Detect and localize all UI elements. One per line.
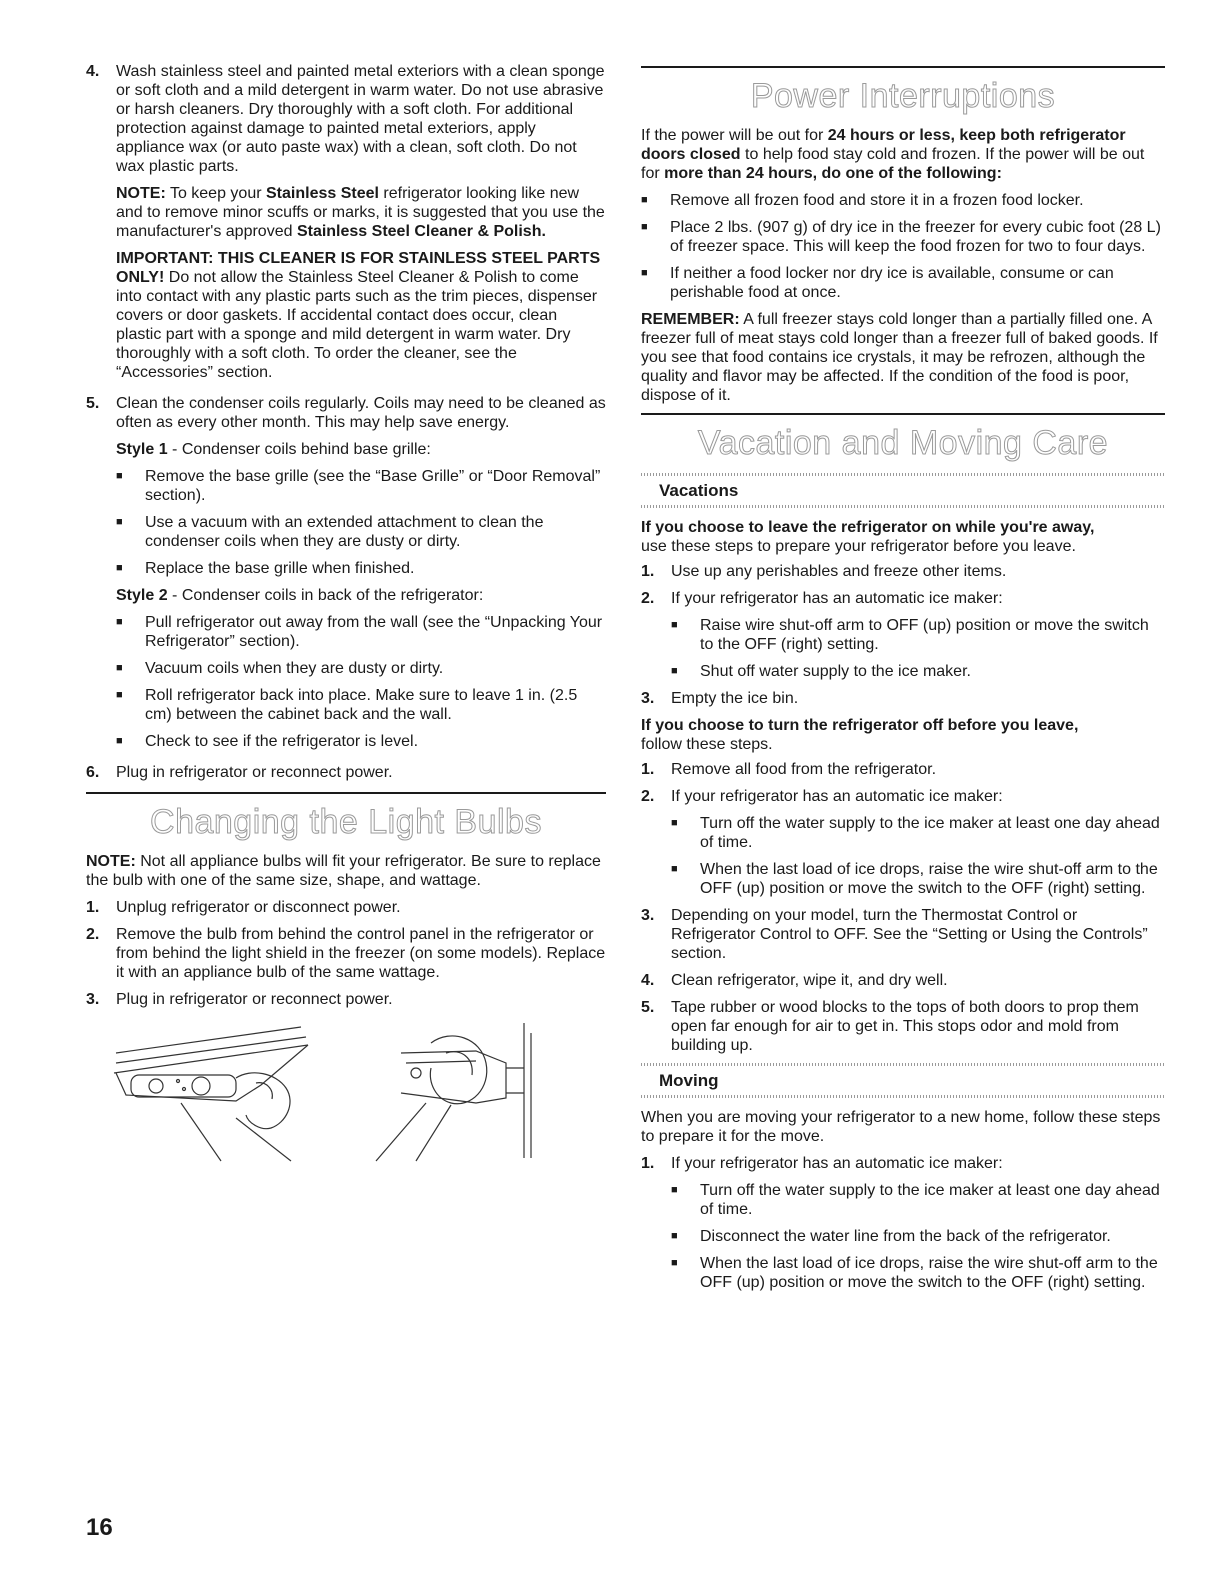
section-divider	[641, 413, 1165, 415]
section-divider	[86, 792, 606, 794]
section-heading-light-bulbs: Changing the Light Bulbs	[150, 803, 542, 841]
bullet-icon: ■	[671, 863, 678, 875]
list-item: ■ Remove the base grille (see the “Base Grille” or “Door Removal” section).	[116, 468, 601, 504]
bullet-icon: ■	[116, 616, 123, 628]
bullet-icon: ■	[671, 665, 678, 677]
bullet-icon: ■	[671, 1257, 678, 1269]
list-item: ■ Disconnect the water line from the back of the refrigerator.	[671, 1228, 1111, 1245]
step-4: 4. Clean refrigerator, wipe it, and dry well.	[641, 972, 948, 989]
vacation-on-intro: If you choose to leave the refrigerator on while you're away, use these steps to prepare your refrigerator before you leave.	[641, 519, 1095, 555]
list-item: ■ Turn off the water supply to the ice maker at least one day ahead of time.	[671, 815, 1160, 851]
list-item: ■ Turn off the water supply to the ice maker at least one day ahead of time.	[671, 1182, 1160, 1218]
list-item: ■ Pull refrigerator out away from the wall (see the “Unpacking Your Refrigerator” section).	[116, 614, 603, 650]
step-3: 3. Depending on your model, turn the Thermostat Control or Refrigerator Control to OFF. See the “Setting or Using the Controls” section.	[641, 907, 1148, 962]
note-paragraph: NOTE: To keep your Stainless Steel refrigerator looking like new and to remove minor scuffs or marks, it is suggested that you use the manufacturer's approved Stainless Steel Cleaner & Polish.	[116, 185, 605, 240]
style-1-label: Style 1 - Condenser coils behind base grille:	[116, 441, 431, 458]
step-2: 2. If your refrigerator has an automatic ice maker:	[641, 590, 1003, 607]
moving-intro: When you are moving your refrigerator to a new home, follow these steps to prepare it for the move.	[641, 1109, 1161, 1145]
list-item: ■ Raise wire shut-off arm to OFF (up) position or move the switch to the OFF (right) setting.	[671, 617, 1149, 653]
step-1: 1. Remove all food from the refrigerator.	[641, 761, 937, 778]
list-item: ■ Check to see if the refrigerator is level.	[116, 733, 419, 750]
list-item: ■ When the last load of ice drops, raise the wire shut-off arm to the OFF (up) position or move the switch to the OFF (right) setting.	[671, 1255, 1158, 1291]
bullet-icon: ■	[116, 562, 123, 574]
list-item: ■ If neither a food locker nor dry ice is available, consume or can perishable food at once.	[641, 265, 1114, 301]
bullet-icon: ■	[671, 619, 678, 631]
bullet-icon: ■	[116, 516, 123, 528]
list-item: ■ Place 2 lbs. (907 g) of dry ice in the freezer for every cubic foot (28 L) of freezer space. This will keep the food frozen for two to four days.	[641, 219, 1161, 255]
bullet-icon: ■	[671, 817, 678, 829]
step-1: 1. Unplug refrigerator or disconnect power.	[86, 899, 401, 916]
step-5: 5. Tape rubber or wood blocks to the tops of both doors to prop them open far enough for air to get in. This stops odor and mold from building up.	[641, 999, 1139, 1054]
step-5	[86, 394, 606, 755]
right-column	[641, 66, 1165, 1300]
subheading-moving: Moving	[641, 1063, 1165, 1098]
list-item: ■ Vacuum coils when they are dusty or dirty.	[116, 660, 444, 677]
bullet-icon: ■	[671, 1184, 678, 1196]
list-item: ■ Remove all frozen food and store it in a frozen food locker.	[641, 192, 1084, 209]
step-3: 3. Plug in refrigerator or reconnect power.	[86, 991, 393, 1008]
note-paragraph: NOTE: Not all appliance bulbs will fit your refrigerator. Be sure to replace the bulb with one of the same size, shape, and wattage.	[86, 853, 601, 889]
list-item: ■ When the last load of ice drops, raise the wire shut-off arm to the OFF (up) position or move the switch to the OFF (right) setting.	[671, 861, 1158, 897]
control-panel-bulb-illustration	[86, 1023, 326, 1163]
freezer-bulb-illustration	[356, 1023, 576, 1163]
remember-paragraph: REMEMBER: A full freezer stays cold longer than a partially filled one. A freezer full of meat stays cold longer than a freezer full of baked goods. If you see that food contains ice crystals, it may be refrozen, although the quality and flavor may be affected. If the condition of the food is poor, dispose of it.	[641, 311, 1158, 404]
bullet-icon: ■	[641, 267, 648, 279]
bullet-icon: ■	[116, 470, 123, 482]
step-number: 6.	[86, 764, 100, 781]
section-heading-vacation-moving: Vacation and Moving Care	[697, 424, 1109, 462]
step-1: 1. Use up any perishables and freeze other items.	[641, 563, 1007, 580]
step-2: 2. Remove the bulb from behind the control panel in the refrigerator or from behind the light shield in the freezer (on some models). Replace it with an appliance bulb of the same wattage.	[86, 926, 606, 981]
step-4	[86, 62, 606, 386]
bulb-illustrations	[86, 1023, 606, 1163]
bullet-icon: ■	[116, 689, 123, 701]
bullet-icon: ■	[671, 1230, 678, 1242]
page-number: 16	[86, 1514, 113, 1541]
step-2: 2. If your refrigerator has an automatic ice maker:	[641, 788, 1003, 805]
vacation-off-intro: If you choose to turn the refrigerator off before you leave, follow these steps.	[641, 717, 1079, 753]
step-3: 3. Empty the ice bin.	[641, 690, 799, 707]
power-intro: If the power will be out for 24 hours or less, keep both refrigerator doors closed to help food stay cold and frozen. If the power will be out for more than 24 hours, do one of the following:	[641, 127, 1145, 182]
bullet-icon: ■	[116, 662, 123, 674]
step-number: 5.	[86, 395, 100, 412]
list-item: ■ Shut off water supply to the ice maker.	[671, 663, 971, 680]
subheading-vacations: Vacations	[641, 473, 1165, 508]
step-text: Clean the condenser coils regularly. Coils may need to be cleaned as often as every other month. This may help save energy.	[116, 395, 606, 431]
list-item: ■ Roll refrigerator back into place. Make sure to leave 1 in. (2.5 cm) between the cabinet back and the wall.	[116, 687, 578, 723]
section-heading-power-interruptions: Power Interruptions	[750, 77, 1056, 115]
left-column	[86, 62, 606, 1163]
section-divider	[641, 66, 1165, 68]
step-number: 4.	[86, 63, 100, 80]
important-paragraph: IMPORTANT: THIS CLEANER IS FOR STAINLESS STEEL PARTS ONLY! Do not allow the Stainless Steel Cleaner & Polish to come into contact with any plastic parts such as the trim pieces, dispenser covers or door gaskets. If accidental contact does occur, clean plastic part with a sponge and mild detergent in warm water. Dry thoroughly with a soft cloth. To order the cleaner, see the “Accessories” section.	[116, 250, 601, 381]
list-item: ■ Use a vacuum with an extended attachment to clean the condenser coils when they are dusty or dirty.	[116, 514, 544, 550]
bullet-icon: ■	[641, 194, 648, 206]
step-6	[86, 763, 606, 782]
step-text: Plug in refrigerator or reconnect power.	[116, 764, 393, 781]
step-text: Wash stainless steel and painted metal exteriors with a clean sponge or soft cloth and a mild detergent in warm water. Do not use abrasive or harsh cleaners. Dry thoroughly with a soft cloth. For additional protection against damage to painted metal exteriors, apply appliance wax (or auto paste wax) with a clean, soft cloth. Do not wax plastic parts.	[116, 63, 605, 175]
step-1: 1. If your refrigerator has an automatic ice maker:	[641, 1155, 1003, 1172]
style-2-label: Style 2 - Condenser coils in back of the refrigerator:	[116, 587, 484, 604]
bullet-icon: ■	[116, 735, 123, 747]
bullet-icon: ■	[641, 221, 648, 233]
list-item: ■ Replace the base grille when finished.	[116, 560, 415, 577]
